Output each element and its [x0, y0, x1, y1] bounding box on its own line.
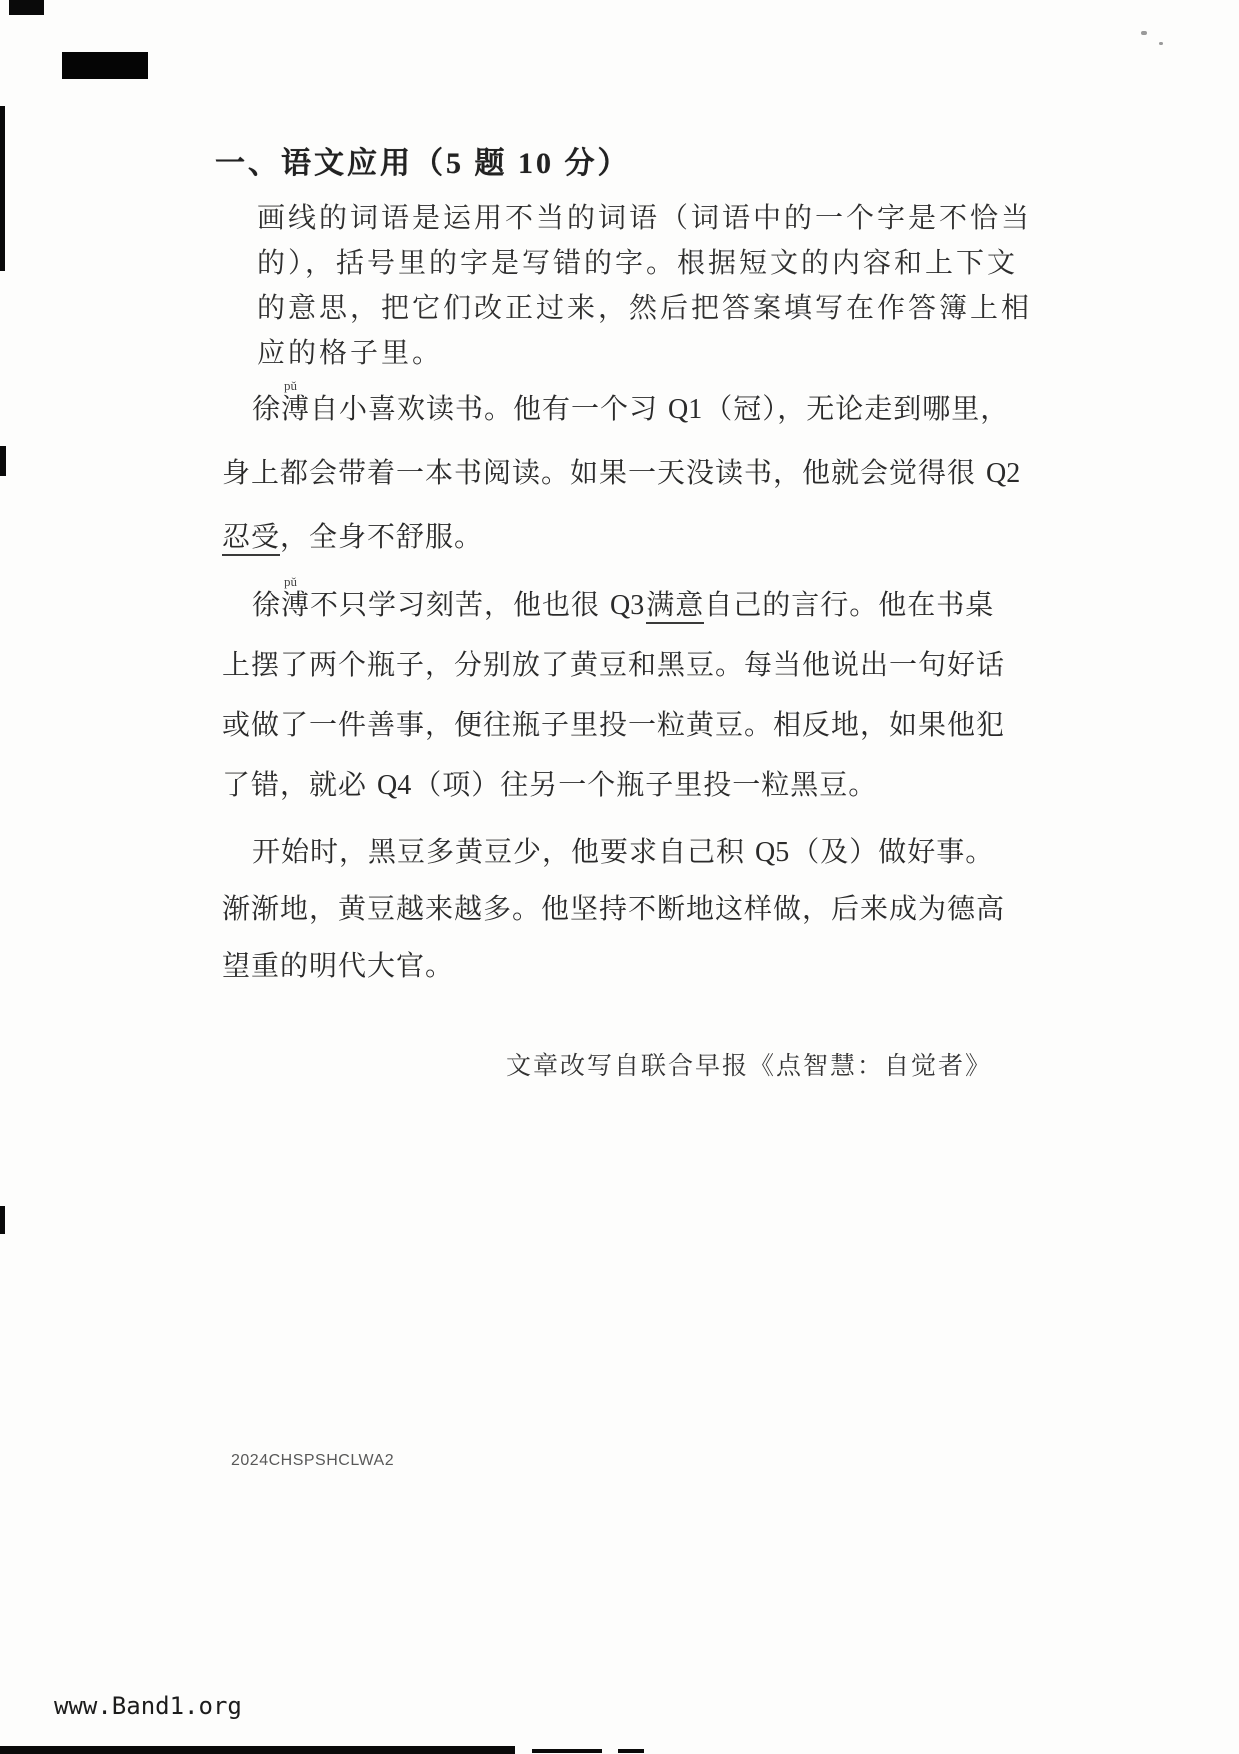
- watermark-url: www.Band1.org: [54, 1692, 242, 1720]
- question-label: Q2: [986, 458, 1021, 489]
- passage-line: [222, 576, 1042, 636]
- instruction-line: 的意思，把它们改正过来，然后把答案填写在作答簿上相: [257, 293, 1033, 324]
- redaction-box: [62, 52, 148, 79]
- passage-text: 身上都会带着一本书阅读。如果一天没读书，他就会觉得很: [222, 458, 985, 489]
- scan-artifact-top-bar: [9, 0, 44, 15]
- passage-line: [222, 636, 1042, 696]
- scan-artifact-bottom-dash: [618, 1749, 644, 1753]
- instructions-block: [257, 196, 1037, 376]
- source-attribution: 文章改写自联合早报《点智慧：自觉者》: [505, 1053, 992, 1080]
- scan-speck: [1159, 42, 1163, 45]
- question-label: Q5: [755, 837, 790, 868]
- underlined-word: 满意: [646, 590, 704, 624]
- passage-text: 溥 pǔ: [281, 378, 311, 425]
- instruction-line: 的），括号里的字是写错的字。根据短文的内容和上下文: [257, 248, 1019, 279]
- pinyin-annotation: pǔ: [284, 378, 298, 393]
- instruction-line: 应的格子里。: [257, 338, 444, 369]
- passage-line: [222, 756, 1042, 816]
- passage-text: 渐渐地，黄豆越来越多。他坚持不断地这样做，后来成为德高: [222, 894, 1006, 925]
- passage-paragraph: [222, 824, 1042, 995]
- scan-artifact-left-mark: [0, 446, 6, 476]
- passage-text: 自己的言行。他在书桌: [704, 590, 995, 621]
- passage-paragraph: [222, 378, 1042, 570]
- passage-text: （项）往另一个瓶子里投一粒黑豆。: [413, 770, 878, 801]
- passage-line: [222, 506, 1042, 570]
- question-label: Q1: [668, 394, 703, 425]
- section-title: 一、语文应用（5 题 10 分）: [215, 147, 631, 180]
- passage-line: [222, 824, 1042, 881]
- passage-line: [222, 881, 1042, 938]
- passage-text: 了错，就必: [222, 770, 376, 801]
- passage-text: 不只学习刻苦，他也很: [310, 590, 609, 621]
- passage-text: 自小喜欢读书。他有一个习: [310, 394, 667, 425]
- question-label: Q3: [610, 590, 645, 621]
- scan-artifact-left-mark: [0, 1206, 5, 1234]
- underlined-word: 忍受: [222, 522, 280, 556]
- passage-text: 望重的明代大官。: [222, 951, 455, 982]
- instruction-line: 画线的词语是运用不当的词语（词语中的一个字是不恰当: [257, 203, 1033, 234]
- passage-text: 开始时，黑豆多黄豆少，他要求自己积: [252, 837, 754, 868]
- scan-artifact-bottom-dash: [532, 1749, 602, 1753]
- passage-text: 徐: [252, 590, 282, 621]
- passage-line: [222, 378, 1042, 442]
- passage-line: [222, 938, 1042, 995]
- passage-text: 徐: [252, 394, 282, 425]
- passage-text: 溥 pǔ: [281, 574, 311, 621]
- passage-paragraph: [222, 576, 1042, 816]
- scan-artifact-bottom-bar: [0, 1746, 515, 1754]
- scan-artifact-left-edge: [0, 106, 5, 271]
- passage-text: （冠），无论走到哪里，: [704, 394, 1010, 425]
- passage-line: [222, 696, 1042, 756]
- passage-line: [222, 442, 1042, 506]
- pinyin-annotation: pǔ: [284, 574, 298, 589]
- paper-code: 2024CHSPSHCLWA2: [231, 1452, 395, 1469]
- scan-speck: [1141, 31, 1147, 35]
- passage-text: （及）做好事。: [791, 837, 995, 868]
- question-label: Q4: [377, 770, 412, 801]
- passage-text: ，全身不舒服。: [280, 522, 484, 553]
- passage-text: 或做了一件善事，便往瓶子里投一粒黄豆。相反地，如果他犯: [222, 710, 1006, 741]
- passage-text: 上摆了两个瓶子，分别放了黄豆和黑豆。每当他说出一句好话: [222, 650, 1006, 681]
